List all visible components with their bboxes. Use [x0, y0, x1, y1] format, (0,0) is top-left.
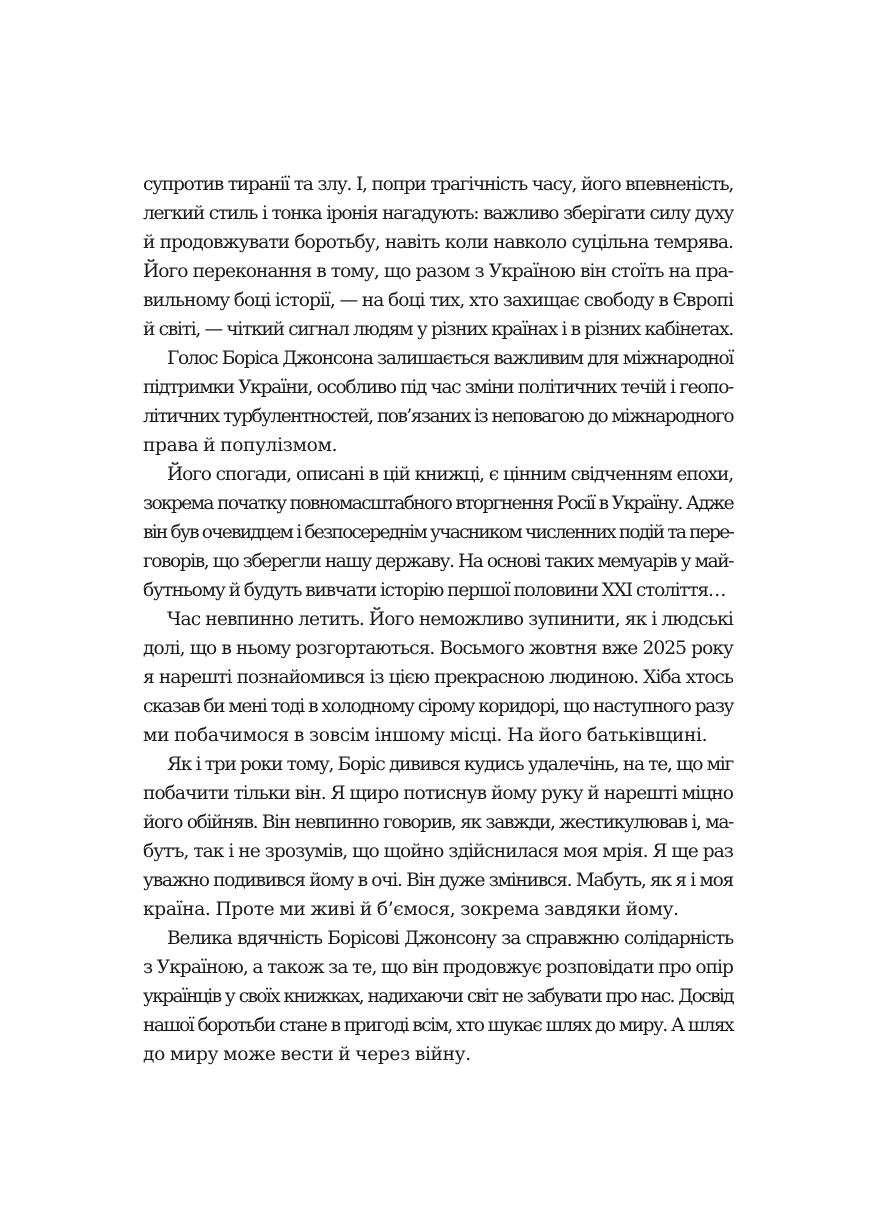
text-line: літичних турбулентностей, пов’язаних із неповагою до міжнародного	[143, 406, 733, 427]
text-line: бутньому й будуть вивчати історію першої половини XXI століття…	[143, 580, 726, 601]
text-line: Час невпинно летить. Його неможливо зупинити, як і людські	[167, 609, 733, 630]
text-line: українців у своїх книжках, надихаючи світ не забувати про нас. Досвід	[143, 986, 733, 1007]
paragraph	[143, 170, 733, 344]
text-line: бутъ, так і не зрозумів, що щойно здійснилася моя мрія. Я ще раз	[143, 841, 733, 862]
text-line: легкий стиль і тонка іронія нагадують: важливо зберігати силу духу	[143, 203, 733, 224]
text-line: говорів, що зберегли нашу державу. На основі таких мемуарів у май-	[143, 551, 733, 572]
text-line: й світі, — чіткий сигнал людям у різних країнах і в різних кабінетах.	[143, 319, 733, 340]
paragraph	[143, 750, 733, 924]
text-line: уважно подивився йому в очі. Він дуже змінився. Мабуть, як я і моя	[143, 870, 733, 891]
text-line: він був очевидцем і безпосереднім учасником численних подій та пере-	[143, 522, 733, 543]
text-line: супротив тиранії та злу. І, попри трагічність часу, його впевненість,	[143, 174, 733, 195]
text-line: побачити тільки він. Я щиро потиснув йому руку й нарешті міцно	[143, 783, 733, 804]
paragraph	[143, 605, 733, 750]
text-line: його обійняв. Він невпинно говорив, як завжди, жестикулював і, ма-	[143, 812, 733, 833]
text-line: підтримки України, особливо під час зміни політичних течій і геопо-	[143, 377, 733, 398]
text-line: долі, що в ньому розгортаються. Восьмого жовтня вже 2025 року	[143, 638, 733, 659]
text-line: нашої боротьби стане в пригоді всім, хто шукає шлях до миру. А шлях	[143, 1015, 733, 1036]
paragraph	[143, 924, 733, 1069]
text-line: Його переконання в тому, що разом з Україною він стоїть на пра-	[143, 261, 733, 282]
text-line: Його спогади, описані в цій книжці, є цінним свідченням епохи,	[167, 464, 733, 485]
text-line: я нарешті познайомився із цією прекрасною людиною. Хіба хтось	[143, 667, 733, 688]
text-line: до миру може вести й через війну.	[143, 1044, 471, 1065]
text-line: Голос Боріса Джонсона залишається важливим для міжнародної	[167, 348, 733, 369]
body-text	[143, 170, 733, 1069]
text-line: й продовжувати боротьбу, навіть коли навколо суцільна темрява.	[143, 232, 733, 253]
text-line: Як і три роки тому, Боріс дивився кудись удалечінь, на те, що міг	[167, 754, 733, 775]
paragraph	[143, 344, 733, 460]
text-line: країна. Проте ми живі й б’ємося, зокрема завдяки йому.	[143, 899, 679, 920]
text-line: сказав би мені тоді в холодному сірому коридорі, що наступного разу	[143, 696, 733, 717]
text-line: права й популізмом.	[143, 435, 338, 456]
text-line: Велика вдячність Борісові Джонсону за справжню солідарність	[167, 928, 733, 949]
text-line: вильному боці історії, — на боці тих, хто захищає свободу в Європі	[143, 290, 733, 311]
text-line: ми побачимося в зовсім іншому місці. На його батьківщині.	[143, 725, 708, 746]
paragraph	[143, 460, 733, 605]
text-line: з Україною, а також за те, що він продовжує розповідати про опір	[143, 957, 733, 978]
text-line: зокрема початку повномасштабного вторгнення Росії в Україну. Адже	[143, 493, 733, 514]
